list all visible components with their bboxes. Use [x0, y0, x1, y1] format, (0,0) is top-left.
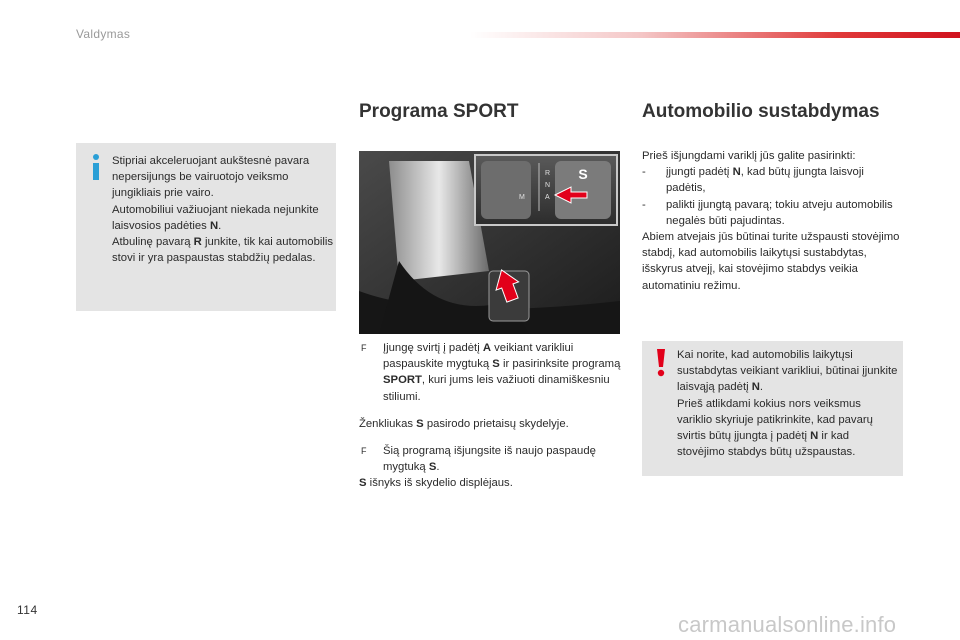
- stop-item-2: - palikti įjungtą pavarą; tokiu atveju automobilis negalės būti pajudintas.: [642, 198, 893, 227]
- sport-bullet-1: F Įjungę svirtį į padėtį A veikiant varikliui paspauskite mygtuką S ir pasirinksite programą SPORT, kuri jums leis važiuoti dinamiškesniu stiliumi.: [361, 342, 621, 403]
- info-text-3: Atbulinę pavarą R junkite, tik kai automobilis stovi ir yra paspaustas stabdžių pedalas.: [112, 236, 334, 265]
- bullet-icon: F: [361, 343, 367, 353]
- info-text-1: Stipriai akceleruojant aukštesnė pavara nepersijungs be vairuotojo veiksmo jungikliais prie vairo.: [112, 155, 310, 200]
- watermark: carmanualsonline.info: [678, 612, 897, 637]
- info-text-2: Automobiliui važiuojant niekada nejunkite laisvosios padėties N.: [112, 203, 319, 232]
- stop-text: [642, 148, 904, 294]
- stop-title: Automobilio sustabdymas: [642, 101, 880, 122]
- bullet-icon: F: [361, 446, 367, 457]
- warning-text: [677, 347, 899, 460]
- warning-text-2: Prieš atlikdami kokius nors veiksmus variklio skyriuje patikrinkite, kad pavarų svirtis būtų įjungta į padėtį N ir kad stovėjimo stabdys būtų užspaustas.: [677, 397, 873, 459]
- gear-lever-photo: [359, 151, 620, 334]
- stop-intro: Prieš išjungdami variklį jūs galite pasirinkti:: [642, 150, 856, 162]
- gear-label-n: N: [545, 182, 551, 189]
- exclamation-icon: [654, 349, 668, 377]
- warning-box: [642, 341, 903, 476]
- header-accent-bar: [470, 32, 960, 38]
- gear-label-a: A: [545, 194, 550, 201]
- sport-bullet-2: F Šią programą išjungsite iš naujo paspaudę mygtuką S.: [361, 445, 596, 474]
- page-number: 114: [17, 603, 38, 617]
- sport-button-label: S: [578, 166, 588, 182]
- sport-para-2: S išnyks iš skydelio displėjaus.: [359, 477, 513, 490]
- sport-para-1: Ženkliukas S pasirodo prietaisų skydelyje.: [359, 417, 569, 430]
- info-text: [112, 153, 334, 266]
- section-title: Valdymas: [76, 27, 131, 41]
- info-icon: [88, 153, 104, 181]
- stop-item-1: - įjungti padėtį N, kad būtų įjungta laisvoji padėtis,: [642, 166, 864, 195]
- warning-text-1: Kai norite, kad automobilis laikytųsi sustabdytas veikiant varikliui, būtinai įjunkite laisvąją padėtį N.: [677, 349, 898, 394]
- sport-text: [359, 340, 624, 492]
- gear-label-r: R: [545, 170, 551, 177]
- info-box: [76, 143, 336, 311]
- sport-title: Programa SPORT: [359, 101, 519, 122]
- stop-outro: Abiem atvejais jūs būtinai turite užspausti stovėjimo stabdį, kad automobilis laikytųsi sustabdytas, išskyrus atvejį, kai stovėjimo stabdys veikia automatiniu režimu.: [642, 231, 900, 292]
- gear-label-m: M: [519, 194, 525, 201]
